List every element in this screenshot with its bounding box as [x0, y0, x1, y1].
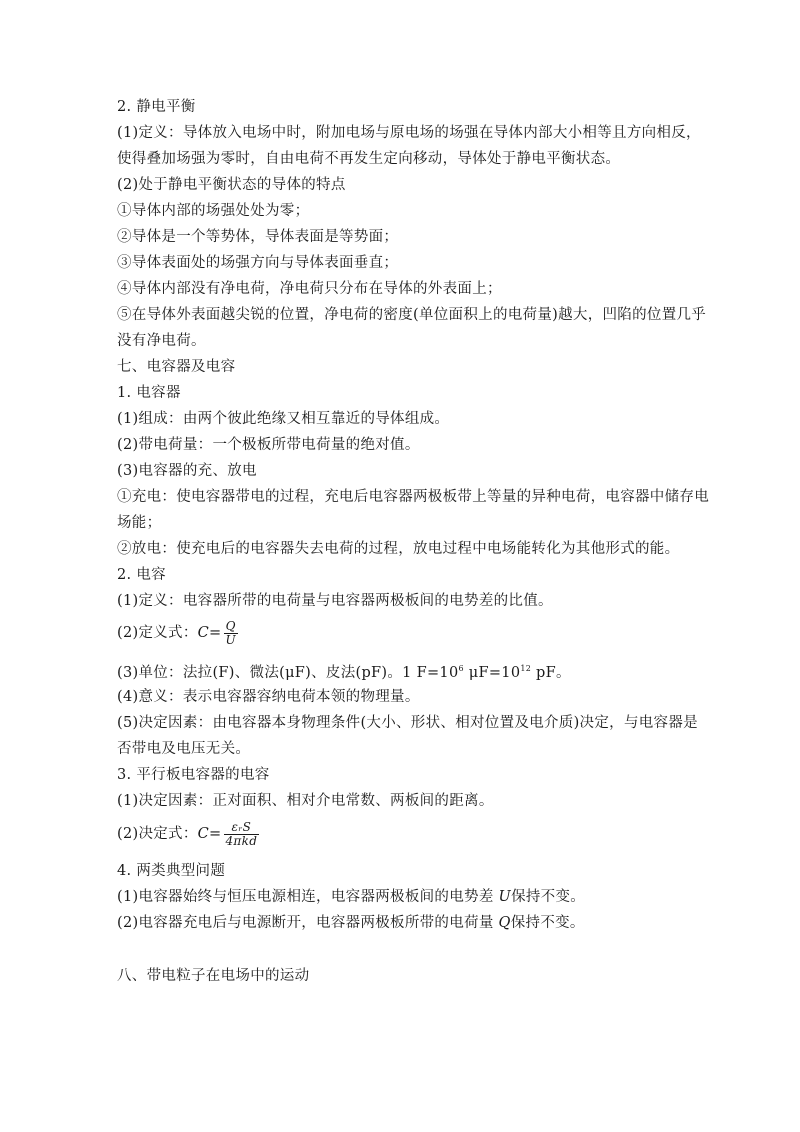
text-part: 保持不变。: [511, 889, 586, 905]
unit-text: μF=10: [463, 664, 521, 681]
fraction-q-over-u: [224, 620, 238, 647]
paragraph-line: (2)处于静电平衡状态的导体的特点: [117, 177, 346, 193]
list-item: ②放电：使充电后的电容器失去电荷的过程，放电过程中电场能转化为其他形式的能。: [117, 541, 680, 557]
paragraph-line: 否带电及电压无关。: [117, 741, 251, 757]
exponent: 6: [458, 664, 464, 673]
paragraph-line: (4)意义：表示电容器容纳电荷本领的物理量。: [117, 689, 420, 705]
fraction-numerator: εᵣS: [231, 819, 252, 834]
section-heading: 八、带电粒子在电场中的运动: [117, 968, 310, 984]
variable: Q: [498, 915, 511, 931]
paragraph-line: 场能；: [117, 515, 162, 531]
paragraph-line: 使得叠加场强为零时，自由电荷不再发生定向移动，导体处于静电平衡状态。: [117, 151, 621, 167]
list-item: ②导体是一个等势体，导体表面是等势面；: [117, 229, 399, 245]
paragraph-line: (1)定义：导体放入电场中时，附加电场与原电场的场强在导体内部大小相等且方向相反，: [117, 125, 701, 141]
unit-text: (3)单位：法拉(F)、微法(μF)、皮法(pF)。1 F=10: [117, 664, 459, 681]
paragraph-line: (2)带电荷量：一个极板所带电荷量的绝对值。: [117, 437, 420, 453]
paragraph-line: (3)电容器的充、放电: [117, 463, 257, 479]
formula-lhs: C=: [197, 625, 222, 641]
list-item: ③导体表面处的场强方向与导体表面垂直；: [117, 255, 399, 271]
exponent: 12: [520, 664, 532, 673]
paragraph-line: (5)决定因素：由电容器本身物理条件(大小、形状、相对位置及电介质)决定，与电容器是: [117, 715, 698, 731]
text-part: (2)电容器充电后与电源断开，电容器两极板所带的电荷量: [117, 915, 499, 931]
parallel-plate-formula: [117, 814, 707, 854]
section-heading: 七、电容器及电容: [117, 359, 236, 375]
formula-label: (2)定义式：: [117, 625, 198, 641]
subheading: 2. 电容: [117, 567, 166, 583]
variable: U: [498, 889, 512, 905]
paragraph-line: [117, 884, 707, 910]
subheading: 4. 两类典型问题: [117, 863, 226, 879]
paragraph-line: [117, 910, 707, 936]
formula-label: (2)决定式：: [117, 826, 198, 842]
paragraph-line: 没有净电荷。: [117, 333, 206, 349]
text-part: (1)电容器始终与恒压电源相连，电容器两极板间的电势差: [117, 889, 499, 905]
paragraph-line: [117, 656, 707, 686]
fraction-denominator: U: [225, 632, 236, 647]
capacitance-definition-formula: [117, 613, 707, 653]
text-part: 保持不变。: [510, 915, 585, 931]
list-item: ④导体内部没有净电荷，净电荷只分布在导体的外表面上；: [117, 281, 502, 297]
paragraph-line: (1)定义：电容器所带的电荷量与电容器两极板间的电势差的比值。: [117, 593, 553, 609]
unit-text: pF。: [531, 664, 571, 681]
list-item: ①导体内部的场强处处为零；: [117, 203, 310, 219]
subheading: 3. 平行板电容器的电容: [117, 767, 270, 783]
list-item: ⑤在导体外表面越尖锐的位置，净电荷的密度(单位面积上的电荷量)越大，凹陷的位置几乎: [117, 307, 707, 323]
heading-electrostatic-equilibrium: 2. 静电平衡: [117, 99, 196, 115]
fraction-numerator: Q: [225, 618, 236, 633]
fraction-denominator: 4πkd: [225, 833, 258, 848]
subheading: 1. 电容器: [117, 385, 181, 401]
paragraph-line: (1)组成：由两个彼此绝缘又相互靠近的导体组成。: [117, 411, 450, 427]
formula-lhs: C=: [197, 826, 222, 842]
list-item: ①充电：使电容器带电的过程，充电后电容器两极板带上等量的异种电荷，电容器中储存电: [117, 489, 709, 505]
fraction-eps-s-over-4pikd: [224, 821, 260, 848]
paragraph-line: (1)决定因素：正对面积、相对介电常数、两板间的距离。: [117, 793, 494, 809]
